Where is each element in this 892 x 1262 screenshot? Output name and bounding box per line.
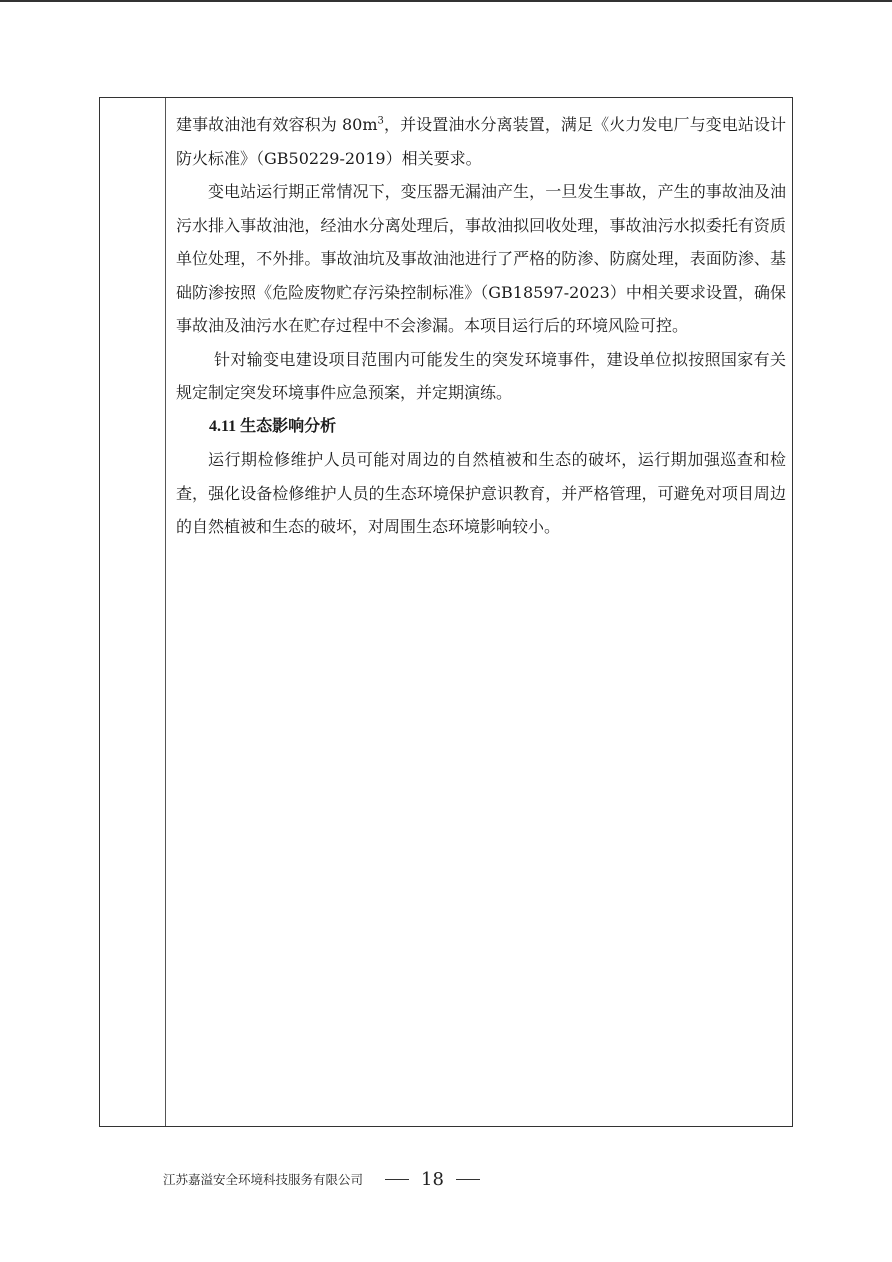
paragraph-ecology: 运行期检修维护人员可能对周边的自然植被和生态的破坏，运行期加强巡查和检查，强化设备检修维护人员的生态环境保护意识教育，并严格管理，可避免对项目周边的自然植被和生态的破坏，对周围生态环境影响较小。	[176, 450, 786, 536]
dash-right	[456, 1179, 480, 1180]
company-name: 江苏嘉溢安全环境科技服务有限公司	[163, 1172, 364, 1187]
paragraph-oil-pool-part2: ，并设置油水分离装置，满足《火力发电厂与变电站设计防火标准》（GB50229-2019）相关要求。	[176, 115, 786, 168]
dash-left	[385, 1179, 409, 1180]
paragraph-oil-pool	[176, 108, 786, 175]
left-label-column	[100, 98, 166, 1126]
content-cell	[176, 108, 786, 544]
content-table-frame	[99, 97, 793, 1127]
top-rule	[0, 0, 892, 2]
paragraph-accident-oil: 变电站运行期正常情况下，变压器无漏油产生，一旦发生事故，产生的事故油及油污水排入事故油池，经油水分离处理后，事故油拟回收处理，事故油污水拟委托有资质单位处理，不外排。事故油坑及事故油池进行了严格的防渗、防腐处理，表面防渗、基础防渗按照《危险废物贮存污染控制标准》（GB18597-2023）中相关要求设置，确保事故油及油污水在贮存过程中不会渗漏。本项目运行后的环境风险可控。	[176, 182, 786, 335]
section-heading-4-11: 4.11 生态影响分析	[209, 417, 337, 435]
page-footer	[163, 1164, 663, 1194]
paragraph-oil-pool-part1: 建事故油池有效容积为 80m	[176, 115, 378, 134]
paragraph-emergency-plan: 针对输变电建设项目范围内可能发生的突发环境事件，建设单位拟按照国家有关规定制定突发环境事件应急预案，并定期演练。	[176, 349, 786, 402]
page-number: 18	[421, 1168, 444, 1190]
page-number-group	[385, 1169, 480, 1190]
superscript-cubic: 3	[377, 115, 384, 127]
